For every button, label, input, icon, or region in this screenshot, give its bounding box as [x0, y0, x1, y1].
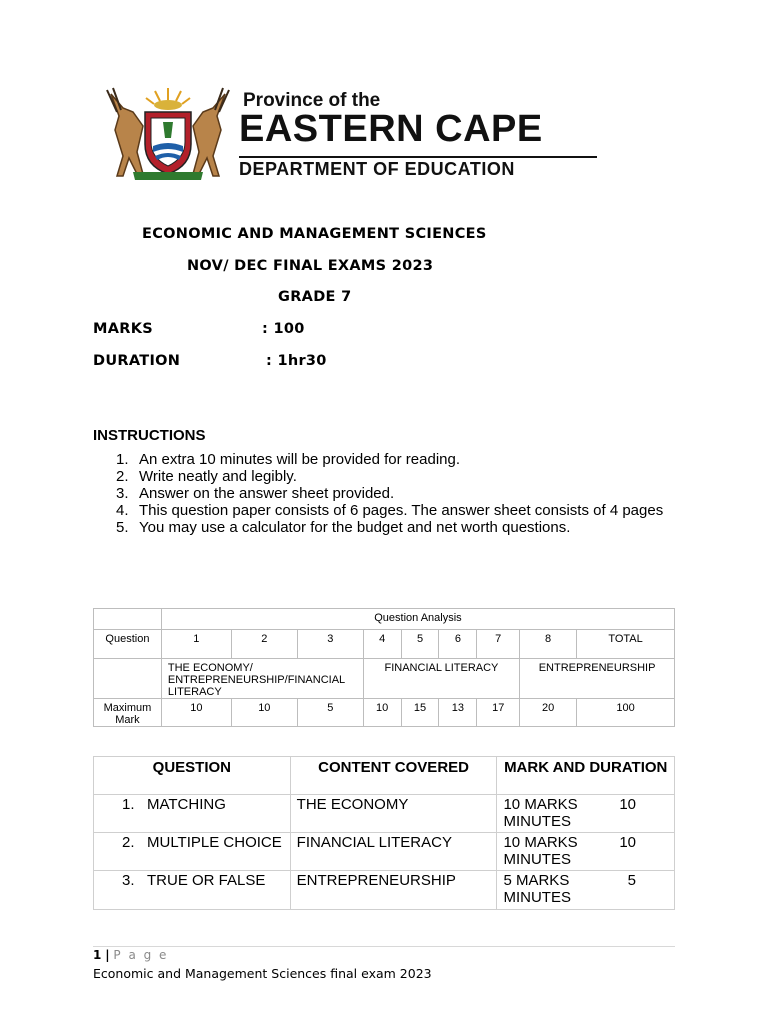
question-analysis-title: Question Analysis: [161, 609, 674, 630]
table-cell: 10: [161, 699, 231, 727]
subject-title: ECONOMIC AND MANAGEMENT SCIENCES: [142, 226, 487, 242]
table-cell: 6: [439, 630, 477, 659]
group-cell: FINANCIAL LITERACY: [363, 659, 519, 699]
table-cell: 4: [363, 630, 401, 659]
table-cell: 17: [477, 699, 520, 727]
exam-title: NOV/ DEC FINAL EXAMS 2023: [187, 258, 434, 274]
logo-department-text: DEPARTMENT OF EDUCATION: [239, 159, 515, 179]
duration-label: DURATION: [93, 353, 181, 369]
duration-value: : 1hr30: [266, 353, 327, 369]
table-cell: TOTAL: [577, 630, 675, 659]
content-table: [93, 756, 675, 910]
table-row: 1. MATCHING THE ECONOMY 10 MARKS 10 MINUTES: [94, 795, 675, 833]
table-cell: 8: [520, 630, 577, 659]
instructions-heading: INSTRUCTIONS: [93, 427, 206, 444]
table-cell: 15: [401, 699, 439, 727]
table-cell: ENTREPRENEURSHIP: [290, 871, 497, 910]
table-header: CONTENT COVERED: [290, 757, 497, 795]
table-header: MARK AND DURATION: [497, 757, 675, 795]
group-cell: ENTREPRENEURSHIP: [520, 659, 675, 699]
max-mark-label: Maximum Mark: [94, 699, 162, 727]
table-cell: 10: [231, 699, 297, 727]
question-analysis-table: [93, 608, 675, 727]
table-cell: 5: [401, 630, 439, 659]
grade-title: GRADE 7: [278, 289, 352, 305]
instruction-item: 2. Write neatly and legibly.: [116, 468, 297, 485]
marks-value: : 100: [262, 321, 305, 337]
instruction-item: 1. An extra 10 minutes will be provided for reading.: [116, 451, 461, 468]
page-number: 1 | P a g e: [93, 948, 169, 962]
marks-label: MARKS: [93, 321, 153, 337]
table-row: 2. MULTIPLE CHOICE FINANCIAL LITERACY 10 MARKS 10 MINUTES: [94, 833, 675, 871]
footer-divider: [93, 946, 675, 947]
logo-divider: [239, 156, 597, 158]
table-header: QUESTION: [94, 757, 291, 795]
table-cell: 1: [161, 630, 231, 659]
table-cell: 100: [577, 699, 675, 727]
group-cell: THE ECONOMY/ ENTREPRENEURSHIP/FINANCIAL LITERACY: [161, 659, 363, 699]
coat-of-arms-icon: [93, 86, 243, 182]
table-cell: 10: [363, 699, 401, 727]
table-cell: THE ECONOMY: [290, 795, 497, 833]
instructions-list: [112, 451, 672, 536]
table-cell: 7: [477, 630, 520, 659]
logo-eastern-cape-text: EASTERN CAPE: [239, 108, 543, 150]
table-row: 3. TRUE OR FALSE ENTREPRENEURSHIP 5 MARKS 5 MINUTES: [94, 871, 675, 910]
table-cell: 2: [231, 630, 297, 659]
footer-text: Economic and Management Sciences final exam 2023: [93, 966, 432, 981]
logo-province-text: Province of the: [243, 90, 381, 111]
table-cell: 13: [439, 699, 477, 727]
instruction-item: 5. You may use a calculator for the budget and net worth questions.: [116, 519, 571, 536]
department-logo: [93, 86, 605, 182]
table-cell: 3: [297, 630, 363, 659]
instruction-item: 3. Answer on the answer sheet provided.: [116, 485, 395, 502]
instruction-item: 4. This question paper consists of 6 pages. The answer sheet consists of 4 pages: [116, 502, 664, 519]
table-cell: 5: [297, 699, 363, 727]
table-cell: 20: [520, 699, 577, 727]
question-label: Question: [94, 630, 162, 659]
table-cell: FINANCIAL LITERACY: [290, 833, 497, 871]
